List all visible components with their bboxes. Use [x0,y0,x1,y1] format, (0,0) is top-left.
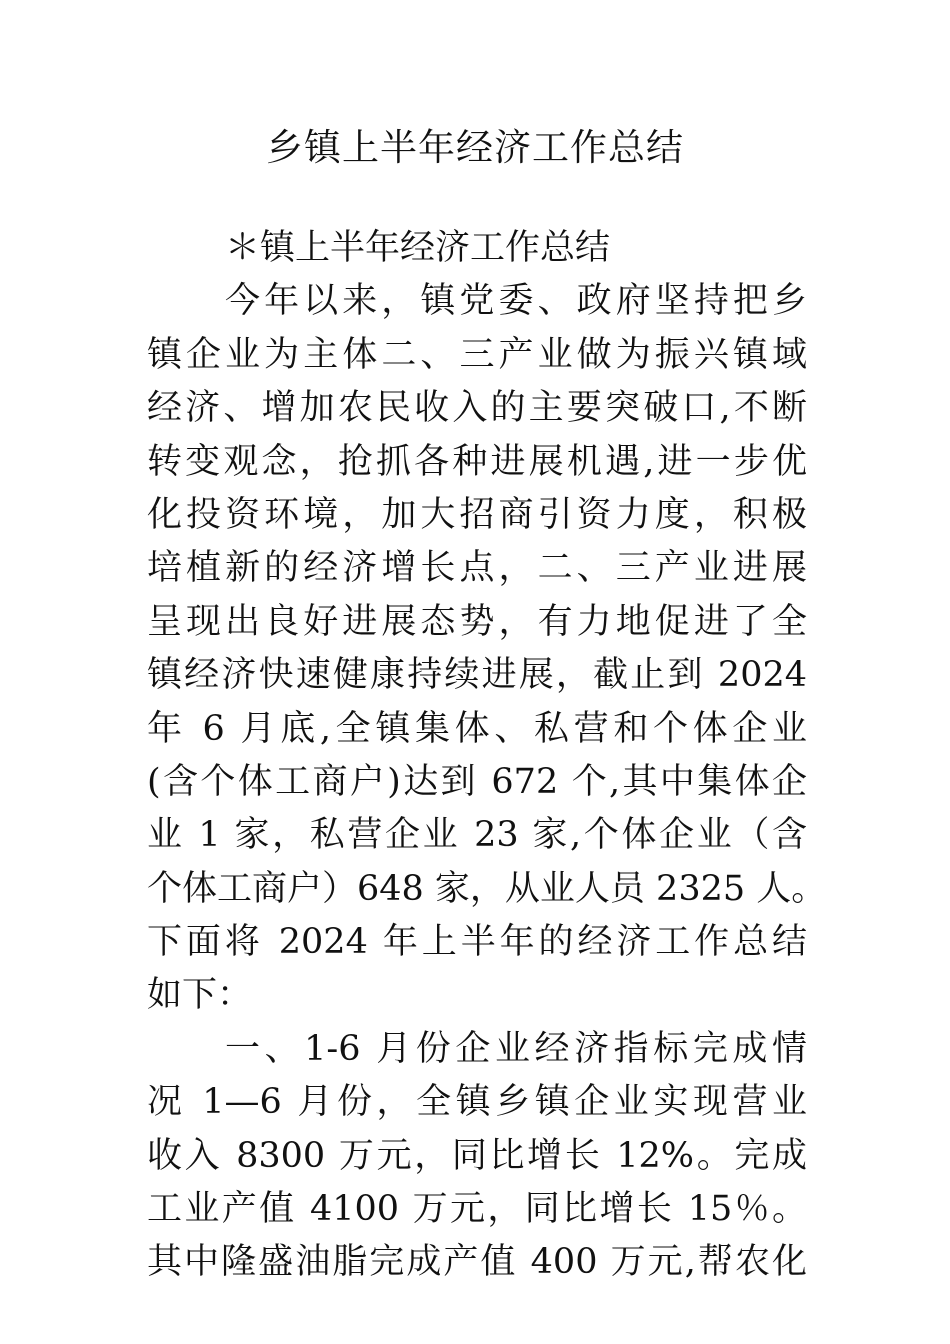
paragraph-line: (含个体工商户)达到 672 个,其中集体企 [147,761,807,802]
document-body [147,222,827,1290]
section-heading-line: 一、1-6 月份企业经济指标完成情 [225,1028,807,1069]
paragraph-line: 如下： [147,975,253,1016]
paragraph-line: 下面将 2024 年上半年的经济工作总结 [147,922,807,963]
subtitle-line: ＊镇上半年经济工作总结 [225,228,611,268]
paragraph-line: 个体工商户）648 家，从业人员 2325 人。 [147,868,827,909]
paragraph-line: 工业产值 4100 万元，同比增长 15％。 [147,1189,807,1230]
paragraph-line: 培植新的经济增长点，二、三产业进展 [147,548,807,589]
paragraph-line: 收入 8300 万元，同比增长 12%。完成 [147,1135,807,1176]
paragraph-line: 今年以来，镇党委、政府坚持把乡 [225,281,807,322]
paragraph-line: 化投资环境，加大招商引资力度，积极 [147,494,807,535]
paragraph-line: 业 1 家，私营企业 23 家,个体企业（含 [147,815,807,856]
document-title: 乡镇上半年经济工作总结 [266,126,684,169]
paragraph-line: 年 6 月底,全镇集体、私营和个体企业 [147,708,807,749]
paragraph-line: 呈现出良好进展态势，有力地促进了全 [147,601,807,642]
paragraph-line: 镇企业为主体二、三产业做为振兴镇域 [147,334,807,375]
paragraph-line: 镇经济快速健康持续进展，截止到 2024 [147,655,807,696]
paragraph-line: 转变观念，抢抓各种进展机遇,进一步优 [147,441,807,482]
paragraph-line: 况 1—6 月份，全镇乡镇企业实现营业 [147,1082,807,1123]
paragraph-line: 经济、增加农民收入的主要突破口,不断 [147,388,807,429]
paragraph-line: 其中隆盛油脂完成产值 400 万元,帮农化 [147,1242,807,1283]
